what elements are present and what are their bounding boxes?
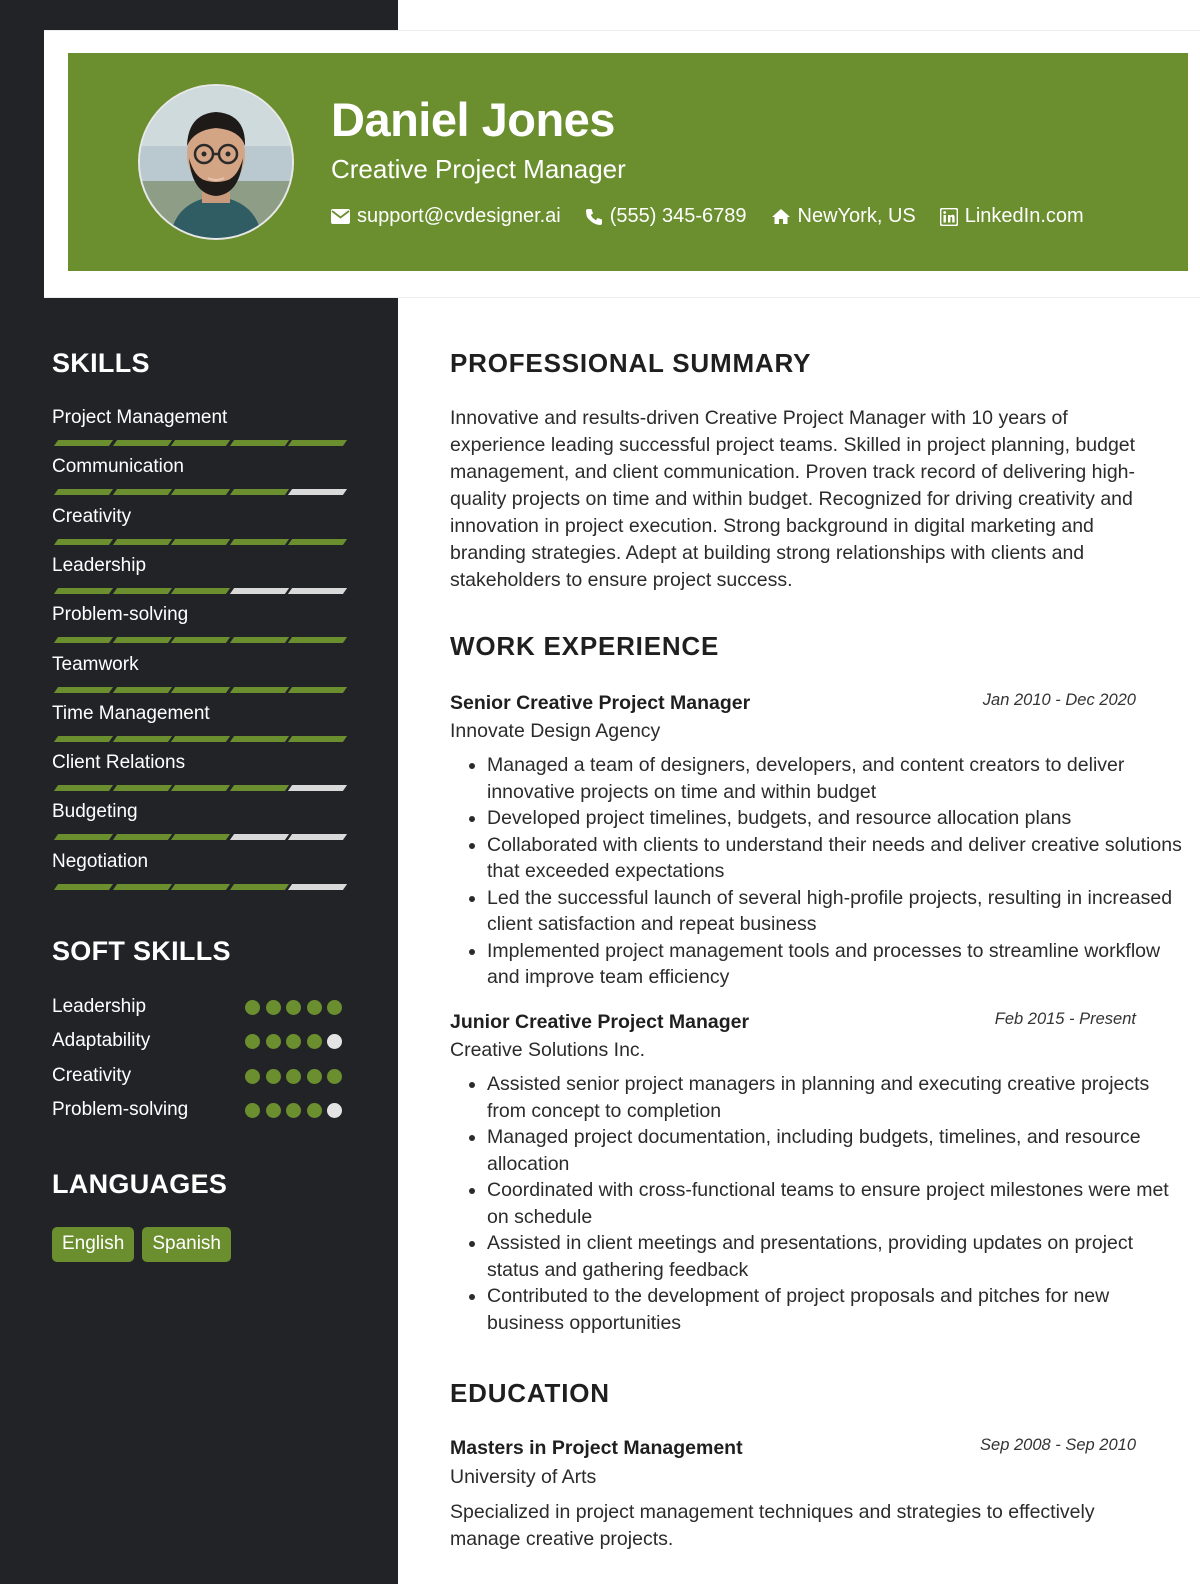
profile-portrait-icon <box>140 86 292 238</box>
skill-label: Problem-solving <box>52 604 189 625</box>
languages-list <box>52 1227 239 1262</box>
skill-segment-filled <box>112 440 171 446</box>
education-heading: EDUCATION <box>450 1378 610 1408</box>
skill-segment-empty <box>288 785 347 791</box>
education-dates: Sep 2008 - Sep 2010 <box>980 1436 1136 1454</box>
soft-skill-rating <box>245 1034 348 1049</box>
experience-heading: WORK EXPERIENCE <box>450 631 720 661</box>
rating-dot-filled <box>245 1069 260 1084</box>
job-bullet: • Led the successful launch of several high-profile projects, resulting in increased client satisfaction and repeat business <box>487 885 1187 938</box>
skill-level-bar <box>52 440 344 446</box>
skill-segment-empty <box>288 884 347 890</box>
skill-segment-empty <box>229 834 288 840</box>
skill-segment-filled <box>112 834 171 840</box>
contact-phone-text: (555) 345-6789 <box>609 205 747 227</box>
soft-skill-label: Creativity <box>52 1065 132 1086</box>
skill-level-bar <box>52 588 344 594</box>
skill-segment-filled <box>171 539 230 545</box>
education-description: Specialized in project management techniques and strategies to effectively manage creative projects. <box>450 1501 1095 1550</box>
rating-dot-filled <box>266 1069 281 1084</box>
skill-segment-filled <box>288 440 347 446</box>
skill-level-bar <box>52 687 344 693</box>
summary-heading: PROFESSIONAL SUMMARY <box>450 348 812 378</box>
contact-linkedin[interactable] <box>940 205 1084 228</box>
skill-level-bar <box>52 489 344 495</box>
soft-skills-heading: SOFT SKILLS <box>52 936 231 966</box>
job-bullet: • Collaborated with clients to understand their needs and deliver creative solutions that exceeded expectations <box>487 832 1187 885</box>
home-icon <box>771 208 791 225</box>
skill-segment-filled <box>112 736 171 742</box>
skill-level-bar <box>52 637 344 643</box>
skill-segment-filled <box>171 785 230 791</box>
skill-level-bar <box>52 736 344 742</box>
skill-segment-filled <box>171 588 230 594</box>
skill-segment-filled <box>229 884 288 890</box>
job-bullets <box>450 1071 1187 1336</box>
skill-segment-filled <box>171 687 230 693</box>
job-bullet: • Managed project documentation, including budgets, timelines, and resource allocation <box>487 1124 1187 1177</box>
skill-segment-filled <box>54 588 113 594</box>
skill-segment-filled <box>229 489 288 495</box>
skill-segment-filled <box>54 539 113 545</box>
skill-segment-filled <box>112 539 171 545</box>
skill-segment-filled <box>288 539 347 545</box>
rating-dot-filled <box>266 1034 281 1049</box>
skill-level-bar <box>52 785 344 791</box>
skill-segment-filled <box>54 834 113 840</box>
rating-dot-filled <box>327 1069 342 1084</box>
skill-segment-filled <box>229 440 288 446</box>
skill-segment-filled <box>171 884 230 890</box>
language-pill: English <box>52 1227 134 1262</box>
skill-segment-filled <box>171 736 230 742</box>
skill-segment-filled <box>288 687 347 693</box>
rating-dot-filled <box>266 1000 281 1015</box>
school-name: University of Arts <box>450 1466 597 1488</box>
job-bullet: • Developed project timelines, budgets, and resource allocation plans <box>487 805 1187 832</box>
phone-icon <box>585 208 603 226</box>
job-bullet: • Contributed to the development of project proposals and pitches for new business opportunities <box>487 1283 1187 1336</box>
skill-segment-empty <box>288 834 347 840</box>
skill-level-bar <box>52 539 344 545</box>
job-bullet: • Implemented project management tools and processes to streamline workflow and improve team efficiency <box>487 938 1187 991</box>
job-dates: Jan 2010 - Dec 2020 <box>982 691 1136 709</box>
skill-label: Negotiation <box>52 851 149 872</box>
soft-skill-rating <box>245 1069 348 1084</box>
skill-segment-filled <box>112 489 171 495</box>
rating-dot-filled <box>307 1103 322 1118</box>
soft-skill-label: Adaptability <box>52 1030 151 1051</box>
skill-segment-filled <box>54 736 113 742</box>
skill-label: Client Relations <box>52 752 186 773</box>
skill-segment-filled <box>229 736 288 742</box>
candidate-name: Daniel Jones <box>331 93 615 146</box>
rating-dot-filled <box>307 1034 322 1049</box>
envelope-icon <box>331 209 350 224</box>
contact-email-text: support@cvdesigner.ai <box>357 205 561 227</box>
profile-photo <box>138 84 294 240</box>
job-company: Innovate Design Agency <box>450 720 661 742</box>
skill-label: Creativity <box>52 506 132 527</box>
skill-segment-filled <box>112 785 171 791</box>
job-dates: Feb 2015 - Present <box>994 1010 1136 1028</box>
rating-dot-filled <box>286 1069 301 1084</box>
candidate-role: Creative Project Manager <box>331 154 626 184</box>
skill-segment-filled <box>54 489 113 495</box>
skill-segment-filled <box>229 637 288 643</box>
contact-row <box>331 205 1108 228</box>
job-bullet: • Coordinated with cross-functional teams to ensure project milestones were met on schedule <box>487 1177 1187 1230</box>
skill-label: Communication <box>52 456 184 477</box>
rating-dot-filled <box>286 1034 301 1049</box>
languages-heading: LANGUAGES <box>52 1169 228 1199</box>
contact-location <box>771 205 916 228</box>
job-title: Junior Creative Project Manager <box>450 1011 750 1033</box>
skill-label: Project Management <box>52 407 228 428</box>
language-pill: Spanish <box>142 1227 231 1262</box>
skill-label: Teamwork <box>52 654 139 675</box>
rating-dot-filled <box>327 1000 342 1015</box>
job-bullet: • Assisted in client meetings and presentations, providing updates on project status and gathering feedback <box>487 1230 1187 1283</box>
rating-dot-empty <box>327 1103 342 1118</box>
skill-segment-filled <box>112 588 171 594</box>
skill-segment-filled <box>112 884 171 890</box>
rating-dot-filled <box>286 1103 301 1118</box>
linkedin-icon <box>940 208 958 226</box>
skill-segment-filled <box>171 834 230 840</box>
contact-linkedin-text: LinkedIn.com <box>964 205 1084 227</box>
skill-segment-filled <box>54 785 113 791</box>
skill-segment-empty <box>288 489 347 495</box>
contact-location-text: NewYork, US <box>797 205 916 227</box>
skill-segment-filled <box>171 489 230 495</box>
contact-email[interactable] <box>331 205 561 228</box>
rating-dot-empty <box>327 1034 342 1049</box>
skill-segment-filled <box>112 687 171 693</box>
skill-segment-filled <box>288 637 347 643</box>
soft-skill-rating <box>245 1000 348 1015</box>
skill-segment-filled <box>54 440 113 446</box>
skill-segment-empty <box>229 588 288 594</box>
soft-skill-label: Leadership <box>52 996 147 1017</box>
skill-segment-filled <box>54 884 113 890</box>
rating-dot-filled <box>307 1069 322 1084</box>
rating-dot-filled <box>307 1000 322 1015</box>
skill-label: Budgeting <box>52 801 138 822</box>
skill-segment-filled <box>171 637 230 643</box>
skill-segment-filled <box>54 687 113 693</box>
soft-skill-rating <box>245 1103 348 1118</box>
skill-segment-filled <box>112 637 171 643</box>
skill-label: Leadership <box>52 555 147 576</box>
skill-segment-filled <box>288 736 347 742</box>
rating-dot-filled <box>286 1000 301 1015</box>
job-title: Senior Creative Project Manager <box>450 692 751 714</box>
skill-segment-filled <box>171 440 230 446</box>
rating-dot-filled <box>245 1000 260 1015</box>
degree-title: Masters in Project Management <box>450 1437 743 1459</box>
soft-skill-label: Problem-solving <box>52 1099 189 1120</box>
skill-segment-filled <box>229 687 288 693</box>
skill-level-bar <box>52 834 344 840</box>
skill-segment-filled <box>54 637 113 643</box>
summary-text: Innovative and results-driven Creative Project Manager with 10 years of experience leading successful project teams. Skilled in project planning, budget management, and client communication. Proven track record of delivering high-quality projects on time and within budget. Recognized for driving creativity and innovation in project execution. Strong background in digital marketing and branding strategies. Adept at building strong relationships with clients and stakeholders to ensure project success. <box>450 407 1136 591</box>
contact-phone[interactable] <box>585 205 747 228</box>
job-bullet: • Assisted senior project managers in planning and executing creative projects from concept to completion <box>487 1071 1187 1124</box>
job-company: Creative Solutions Inc. <box>450 1039 646 1061</box>
skill-label: Time Management <box>52 703 210 724</box>
rating-dot-filled <box>266 1103 281 1118</box>
skill-level-bar <box>52 884 344 890</box>
rating-dot-filled <box>245 1034 260 1049</box>
skill-segment-empty <box>288 588 347 594</box>
skill-segment-filled <box>229 539 288 545</box>
job-bullet: • Managed a team of designers, developers, and content creators to deliver innovative projects on time and within budget <box>487 752 1187 805</box>
job-bullets <box>450 752 1187 991</box>
rating-dot-filled <box>245 1103 260 1118</box>
skills-heading: SKILLS <box>52 348 150 378</box>
skill-segment-filled <box>229 785 288 791</box>
